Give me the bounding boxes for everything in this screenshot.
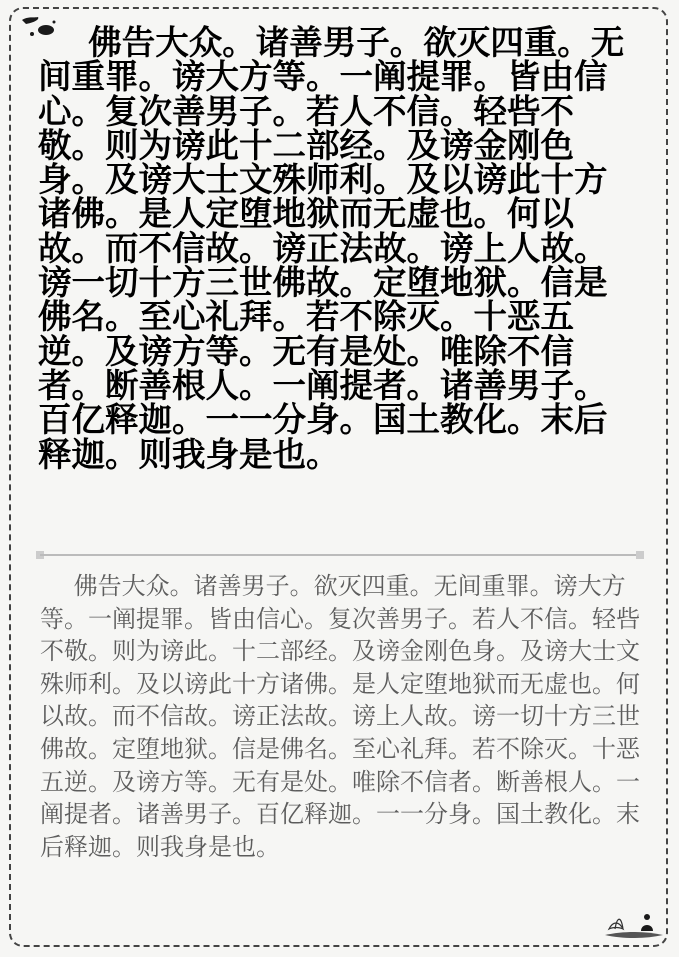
- main-scripture-text: 佛告大众。诸善男子。欲灭四重。无间重罪。谤大方等。一阐提罪。皆由信心。复次善男子。若人不信。轻呰不敬。则为谤此十二部经。及谤金刚色身。及谤大士文殊师利。及以谤此十方诸佛。是人定堕地狱而无虚也。何以故。而不信故。谤正法故。谤上人故。谤一切十方三世佛故。定堕地狱。信是佛名。至心礼拜。若不除灭。十恶五逆。及谤方等。无有是处。唯除不信者。断善根人。一阐提者。诸善男子。百亿释迦。一一分身。国土教化。末后释迦。则我身是也。: [38, 23, 625, 474]
- lotus-meditation-icon: [603, 903, 665, 943]
- secondary-scripture-text: 佛告大众。诸善男子。欲灭四重。无间重罪。谤大方等。一阐提罪。皆由信心。复次善男子。若人不信。轻呰不敬。则为谤此。十二部经。及谤金刚色身。及谤大士文殊师利。及以谤此十方诸佛。是人定堕地狱而无虚也。何以故。而不信故。谤正法故。谤上人故。谤一切十方三世佛故。定堕地狱。信是佛名。至心礼拜。若不除灭。十恶五逆。及谤方等。无有是处。唯除不信者。断善根人。一阐提者。诸善男子。百亿释迦。一一分身。国土教化。末后释迦。则我身是也。: [40, 572, 640, 861]
- section-divider: [36, 551, 644, 559]
